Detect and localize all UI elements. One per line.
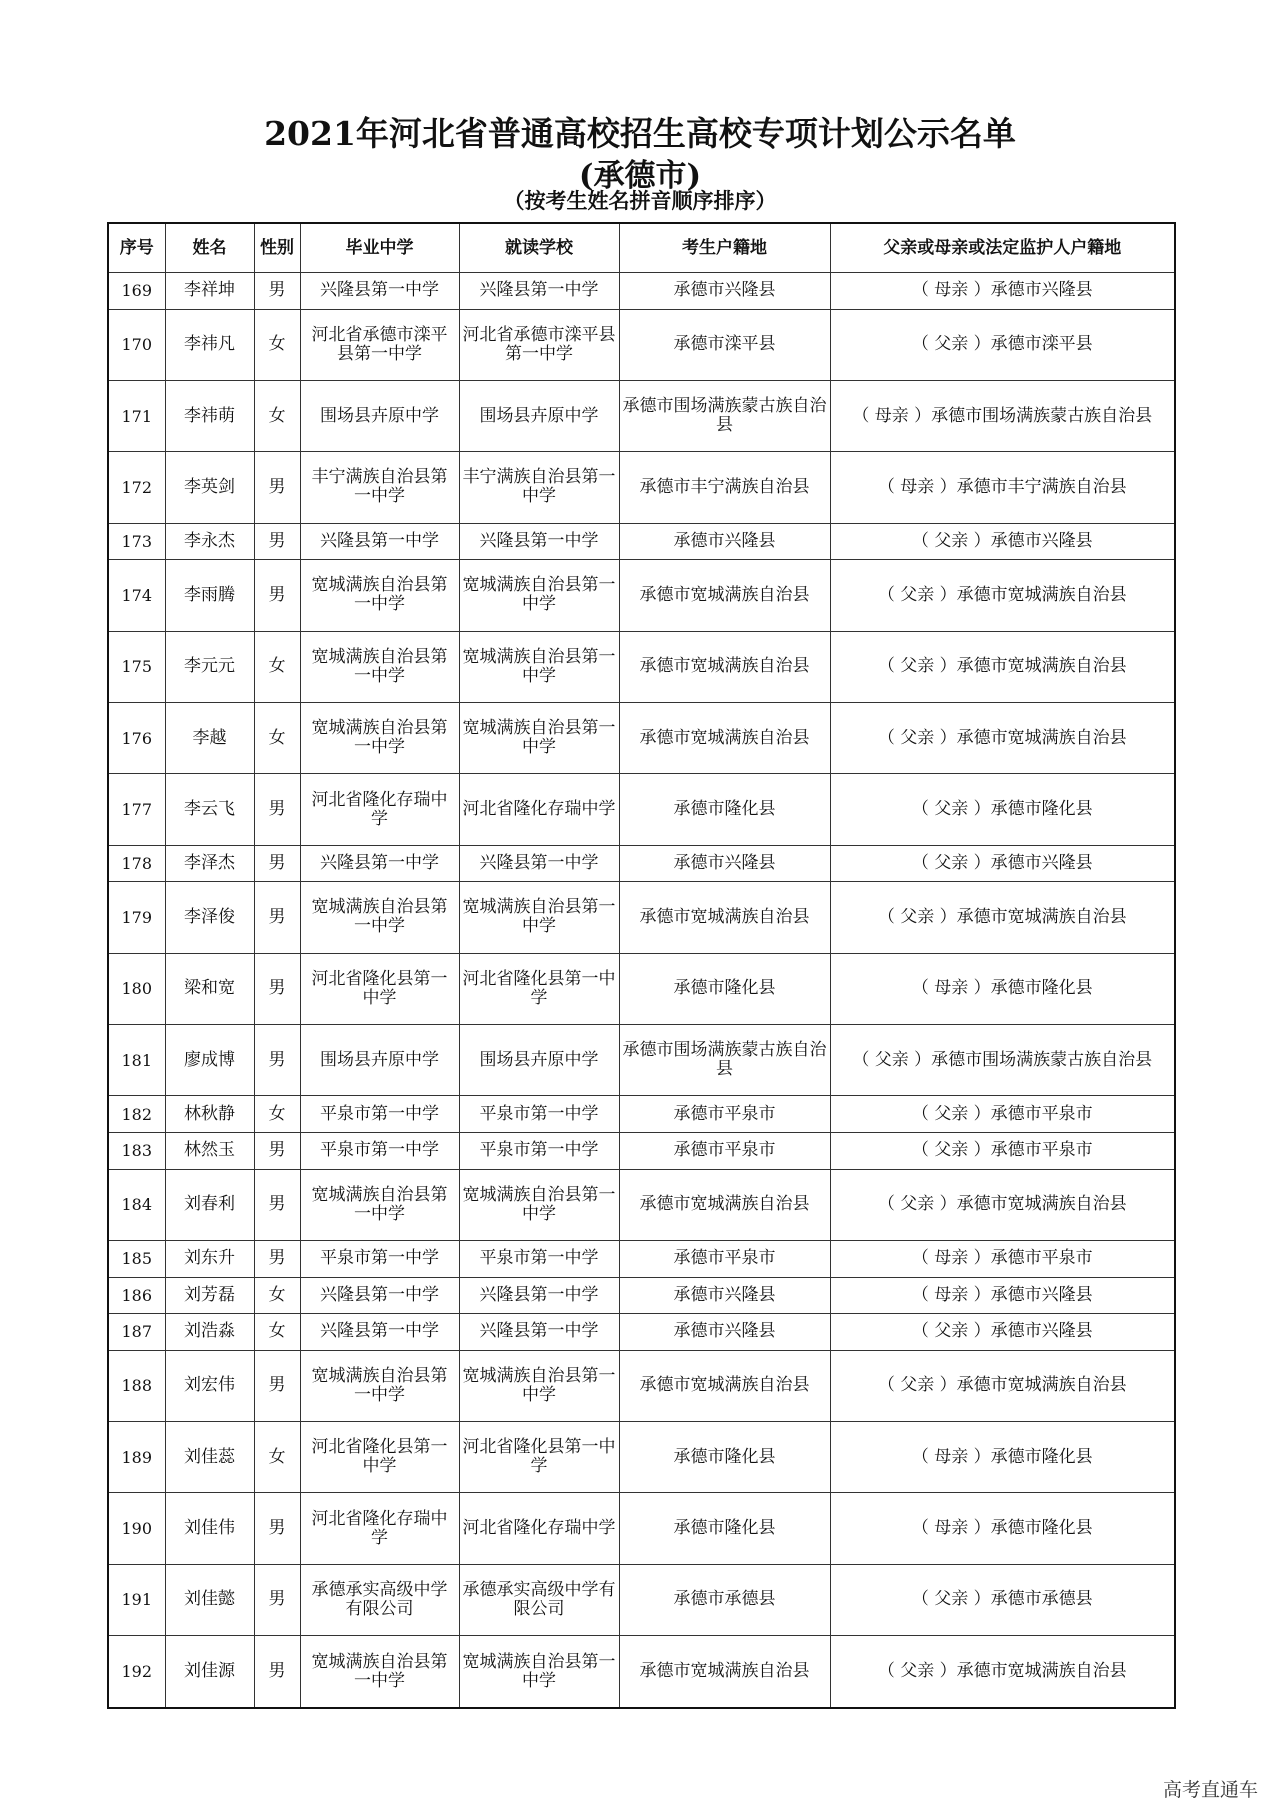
cell-gender: 女 — [254, 1314, 300, 1351]
table-row — [108, 953, 1175, 1024]
cell-graduated-school: 兴隆县第一中学 — [300, 273, 459, 310]
table-row — [108, 702, 1175, 773]
cell-graduated-school: 河北省隆化存瑞中学 — [300, 774, 459, 845]
cell-student-hukou: 承德市宽城满族自治县 — [619, 882, 830, 953]
cell-guardian-hukou: （ 父亲 ）承德市承德县 — [830, 1564, 1175, 1635]
document-subtitle: (承德市) — [578, 158, 702, 194]
cell-name: 刘宏伟 — [165, 1350, 254, 1421]
cell-guardian-hukou: （ 父亲 ）承德市兴隆县 — [830, 523, 1175, 560]
cell-gender: 男 — [254, 560, 300, 631]
cell-current-school: 兴隆县第一中学 — [459, 1277, 619, 1314]
cell-name: 刘佳蕊 — [165, 1422, 254, 1493]
cell-student-hukou: 承德市宽城满族自治县 — [619, 560, 830, 631]
cell-index: 177 — [108, 774, 165, 845]
cell-index: 183 — [108, 1132, 165, 1169]
cell-gender: 男 — [254, 1025, 300, 1096]
cell-current-school: 承德承实高级中学有限公司 — [459, 1564, 619, 1635]
table-row — [108, 1240, 1175, 1277]
cell-student-hukou: 承德市宽城满族自治县 — [619, 1636, 830, 1708]
cell-graduated-school: 平泉市第一中学 — [300, 1132, 459, 1169]
table-row — [108, 1636, 1175, 1708]
col-header-graduated-school: 毕业中学 — [300, 223, 459, 273]
cell-graduated-school: 平泉市第一中学 — [300, 1240, 459, 1277]
cell-student-hukou: 承德市平泉市 — [619, 1132, 830, 1169]
cell-name: 刘浩淼 — [165, 1314, 254, 1351]
cell-graduated-school: 宽城满族自治县第一中学 — [300, 702, 459, 773]
cell-current-school: 平泉市第一中学 — [459, 1132, 619, 1169]
cell-current-school: 宽城满族自治县第一中学 — [459, 560, 619, 631]
cell-guardian-hukou: （ 父亲 ）承德市平泉市 — [830, 1096, 1175, 1133]
table-row — [108, 1096, 1175, 1133]
cell-gender: 女 — [254, 380, 300, 451]
table-row — [108, 1314, 1175, 1351]
cell-gender: 男 — [254, 774, 300, 845]
cell-student-hukou: 承德市围场满族蒙古族自治县 — [619, 1025, 830, 1096]
table-row — [108, 1277, 1175, 1314]
cell-name: 刘东升 — [165, 1240, 254, 1277]
cell-guardian-hukou: （ 父亲 ）承德市隆化县 — [830, 774, 1175, 845]
cell-graduated-school: 宽城满族自治县第一中学 — [300, 882, 459, 953]
cell-index: 171 — [108, 380, 165, 451]
cell-index: 184 — [108, 1169, 165, 1240]
table-row — [108, 1169, 1175, 1240]
watermark-text: 高考直通车 — [1162, 1779, 1258, 1801]
cell-gender: 男 — [254, 1240, 300, 1277]
cell-student-hukou: 承德市平泉市 — [619, 1240, 830, 1277]
cell-student-hukou: 承德市围场满族蒙古族自治县 — [619, 380, 830, 451]
cell-gender: 男 — [254, 882, 300, 953]
cell-name: 林然玉 — [165, 1132, 254, 1169]
cell-name: 李祎凡 — [165, 309, 254, 380]
col-header-index: 序号 — [108, 223, 165, 273]
document-title: 2021年河北省普通高校招生高校专项计划公示名单 — [264, 114, 1016, 153]
cell-gender: 女 — [254, 1096, 300, 1133]
cell-index: 192 — [108, 1636, 165, 1708]
cell-name: 刘芳磊 — [165, 1277, 254, 1314]
cell-name: 李泽俊 — [165, 882, 254, 953]
cell-gender: 女 — [254, 1277, 300, 1314]
cell-guardian-hukou: （ 父亲 ）承德市宽城满族自治县 — [830, 560, 1175, 631]
col-header-student-hukou: 考生户籍地 — [619, 223, 830, 273]
cell-current-school: 河北省承德市滦平县第一中学 — [459, 309, 619, 380]
cell-guardian-hukou: （ 父亲 ）承德市滦平县 — [830, 309, 1175, 380]
cell-guardian-hukou: （ 母亲 ）承德市平泉市 — [830, 1240, 1175, 1277]
cell-graduated-school: 河北省隆化县第一中学 — [300, 953, 459, 1024]
cell-current-school: 兴隆县第一中学 — [459, 845, 619, 882]
cell-gender: 男 — [254, 1169, 300, 1240]
cell-guardian-hukou: （ 父亲 ）承德市宽城满族自治县 — [830, 1169, 1175, 1240]
cell-student-hukou: 承德市兴隆县 — [619, 1314, 830, 1351]
cell-name: 梁和宽 — [165, 953, 254, 1024]
table-row — [108, 309, 1175, 380]
cell-student-hukou: 承德市隆化县 — [619, 1422, 830, 1493]
table-row — [108, 523, 1175, 560]
cell-student-hukou: 承德市宽城满族自治县 — [619, 1350, 830, 1421]
cell-name: 刘佳懿 — [165, 1564, 254, 1635]
cell-student-hukou: 承德市隆化县 — [619, 1493, 830, 1564]
roster-table — [107, 222, 1176, 1709]
cell-index: 178 — [108, 845, 165, 882]
cell-guardian-hukou: （ 母亲 ）承德市隆化县 — [830, 1493, 1175, 1564]
cell-current-school: 宽城满族自治县第一中学 — [459, 1636, 619, 1708]
cell-name: 刘佳源 — [165, 1636, 254, 1708]
cell-student-hukou: 承德市平泉市 — [619, 1096, 830, 1133]
cell-student-hukou: 承德市兴隆县 — [619, 1277, 830, 1314]
col-header-name: 姓名 — [165, 223, 254, 273]
table-row — [108, 1350, 1175, 1421]
cell-name: 林秋静 — [165, 1096, 254, 1133]
table-row — [108, 452, 1175, 523]
cell-guardian-hukou: （ 母亲 ）承德市丰宁满族自治县 — [830, 452, 1175, 523]
cell-gender: 男 — [254, 1493, 300, 1564]
cell-guardian-hukou: （ 母亲 ）承德市隆化县 — [830, 953, 1175, 1024]
table-row — [108, 1025, 1175, 1096]
cell-index: 181 — [108, 1025, 165, 1096]
cell-student-hukou: 承德市隆化县 — [619, 774, 830, 845]
cell-index: 190 — [108, 1493, 165, 1564]
cell-current-school: 围场县卉原中学 — [459, 380, 619, 451]
cell-name: 李祎萌 — [165, 380, 254, 451]
cell-current-school: 围场县卉原中学 — [459, 1025, 619, 1096]
cell-guardian-hukou: （ 母亲 ）承德市围场满族蒙古族自治县 — [830, 380, 1175, 451]
cell-guardian-hukou: （ 父亲 ）承德市宽城满族自治县 — [830, 631, 1175, 702]
cell-index: 169 — [108, 273, 165, 310]
cell-graduated-school: 平泉市第一中学 — [300, 1096, 459, 1133]
cell-graduated-school: 河北省承德市滦平县第一中学 — [300, 309, 459, 380]
cell-name: 刘佳伟 — [165, 1493, 254, 1564]
cell-current-school: 宽城满族自治县第一中学 — [459, 702, 619, 773]
cell-index: 188 — [108, 1350, 165, 1421]
col-header-current-school: 就读学校 — [459, 223, 619, 273]
cell-current-school: 河北省隆化县第一中学 — [459, 953, 619, 1024]
cell-student-hukou: 承德市宽城满族自治县 — [619, 631, 830, 702]
sort-note: （按考生姓名拼音顺序排序） — [503, 188, 777, 213]
table-row — [108, 380, 1175, 451]
cell-student-hukou: 承德市丰宁满族自治县 — [619, 452, 830, 523]
cell-guardian-hukou: （ 父亲 ）承德市宽城满族自治县 — [830, 702, 1175, 773]
cell-index: 179 — [108, 882, 165, 953]
table-row — [108, 631, 1175, 702]
cell-guardian-hukou: （ 父亲 ）承德市围场满族蒙古族自治县 — [830, 1025, 1175, 1096]
cell-current-school: 平泉市第一中学 — [459, 1096, 619, 1133]
cell-current-school: 平泉市第一中学 — [459, 1240, 619, 1277]
cell-name: 李英剑 — [165, 452, 254, 523]
cell-current-school: 丰宁满族自治县第一中学 — [459, 452, 619, 523]
cell-gender: 女 — [254, 309, 300, 380]
cell-graduated-school: 宽城满族自治县第一中学 — [300, 1169, 459, 1240]
cell-index: 185 — [108, 1240, 165, 1277]
cell-gender: 男 — [254, 1636, 300, 1708]
cell-name: 李雨腾 — [165, 560, 254, 631]
cell-guardian-hukou: （ 父亲 ）承德市宽城满族自治县 — [830, 1350, 1175, 1421]
cell-student-hukou: 承德市隆化县 — [619, 953, 830, 1024]
cell-name: 李泽杰 — [165, 845, 254, 882]
cell-graduated-school: 宽城满族自治县第一中学 — [300, 560, 459, 631]
cell-name: 李元元 — [165, 631, 254, 702]
cell-graduated-school: 兴隆县第一中学 — [300, 1277, 459, 1314]
cell-graduated-school: 围场县卉原中学 — [300, 380, 459, 451]
cell-graduated-school: 承德承实高级中学有限公司 — [300, 1564, 459, 1635]
cell-student-hukou: 承德市宽城满族自治县 — [619, 702, 830, 773]
cell-index: 174 — [108, 560, 165, 631]
cell-guardian-hukou: （ 父亲 ）承德市兴隆县 — [830, 1314, 1175, 1351]
cell-index: 172 — [108, 452, 165, 523]
table-row — [108, 1564, 1175, 1635]
cell-student-hukou: 承德市宽城满族自治县 — [619, 1169, 830, 1240]
cell-graduated-school: 兴隆县第一中学 — [300, 1314, 459, 1351]
cell-guardian-hukou: （ 母亲 ）承德市兴隆县 — [830, 273, 1175, 310]
cell-gender: 男 — [254, 273, 300, 310]
cell-name: 廖成博 — [165, 1025, 254, 1096]
cell-student-hukou: 承德市兴隆县 — [619, 845, 830, 882]
cell-gender: 男 — [254, 1564, 300, 1635]
cell-name: 李祥坤 — [165, 273, 254, 310]
table-row — [108, 774, 1175, 845]
cell-gender: 女 — [254, 702, 300, 773]
cell-current-school: 兴隆县第一中学 — [459, 523, 619, 560]
cell-guardian-hukou: （ 父亲 ）承德市宽城满族自治县 — [830, 882, 1175, 953]
cell-student-hukou: 承德市兴隆县 — [619, 523, 830, 560]
cell-current-school: 宽城满族自治县第一中学 — [459, 631, 619, 702]
cell-graduated-school: 宽城满族自治县第一中学 — [300, 631, 459, 702]
cell-guardian-hukou: （ 父亲 ）承德市平泉市 — [830, 1132, 1175, 1169]
cell-name: 李永杰 — [165, 523, 254, 560]
cell-index: 187 — [108, 1314, 165, 1351]
cell-graduated-school: 宽城满族自治县第一中学 — [300, 1350, 459, 1421]
cell-guardian-hukou: （ 父亲 ）承德市兴隆县 — [830, 845, 1175, 882]
cell-name: 李越 — [165, 702, 254, 773]
cell-current-school: 兴隆县第一中学 — [459, 1314, 619, 1351]
cell-graduated-school: 围场县卉原中学 — [300, 1025, 459, 1096]
cell-graduated-school: 河北省隆化县第一中学 — [300, 1422, 459, 1493]
cell-index: 170 — [108, 309, 165, 380]
cell-index: 191 — [108, 1564, 165, 1635]
cell-current-school: 河北省隆化县第一中学 — [459, 1422, 619, 1493]
cell-current-school: 宽城满族自治县第一中学 — [459, 882, 619, 953]
table-row — [108, 273, 1175, 310]
cell-name: 刘春利 — [165, 1169, 254, 1240]
cell-gender: 女 — [254, 631, 300, 702]
cell-graduated-school: 宽城满族自治县第一中学 — [300, 1636, 459, 1708]
cell-index: 186 — [108, 1277, 165, 1314]
cell-gender: 男 — [254, 523, 300, 560]
cell-current-school: 河北省隆化存瑞中学 — [459, 774, 619, 845]
cell-gender: 男 — [254, 452, 300, 523]
table-header-row — [108, 223, 1175, 273]
cell-index: 182 — [108, 1096, 165, 1133]
cell-graduated-school: 兴隆县第一中学 — [300, 845, 459, 882]
col-header-gender: 性别 — [254, 223, 300, 273]
cell-gender: 男 — [254, 1350, 300, 1421]
table-row — [108, 560, 1175, 631]
table-row — [108, 845, 1175, 882]
cell-graduated-school: 河北省隆化存瑞中学 — [300, 1493, 459, 1564]
cell-gender: 男 — [254, 845, 300, 882]
table-row — [108, 1132, 1175, 1169]
cell-current-school: 宽城满族自治县第一中学 — [459, 1169, 619, 1240]
cell-name: 李云飞 — [165, 774, 254, 845]
cell-student-hukou: 承德市兴隆县 — [619, 273, 830, 310]
cell-current-school: 兴隆县第一中学 — [459, 273, 619, 310]
cell-index: 180 — [108, 953, 165, 1024]
cell-gender: 女 — [254, 1422, 300, 1493]
cell-guardian-hukou: （ 母亲 ）承德市隆化县 — [830, 1422, 1175, 1493]
cell-index: 189 — [108, 1422, 165, 1493]
cell-index: 173 — [108, 523, 165, 560]
col-header-guardian-hukou: 父亲或母亲或法定监护人户籍地 — [830, 223, 1175, 273]
cell-graduated-school: 兴隆县第一中学 — [300, 523, 459, 560]
table-row — [108, 1493, 1175, 1564]
cell-graduated-school: 丰宁满族自治县第一中学 — [300, 452, 459, 523]
table-row — [108, 1422, 1175, 1493]
cell-gender: 男 — [254, 1132, 300, 1169]
cell-guardian-hukou: （ 父亲 ）承德市宽城满族自治县 — [830, 1636, 1175, 1708]
cell-student-hukou: 承德市滦平县 — [619, 309, 830, 380]
cell-current-school: 河北省隆化存瑞中学 — [459, 1493, 619, 1564]
cell-current-school: 宽城满族自治县第一中学 — [459, 1350, 619, 1421]
cell-student-hukou: 承德市承德县 — [619, 1564, 830, 1635]
cell-index: 176 — [108, 702, 165, 773]
cell-guardian-hukou: （ 母亲 ）承德市兴隆县 — [830, 1277, 1175, 1314]
table-row — [108, 882, 1175, 953]
cell-gender: 男 — [254, 953, 300, 1024]
cell-index: 175 — [108, 631, 165, 702]
